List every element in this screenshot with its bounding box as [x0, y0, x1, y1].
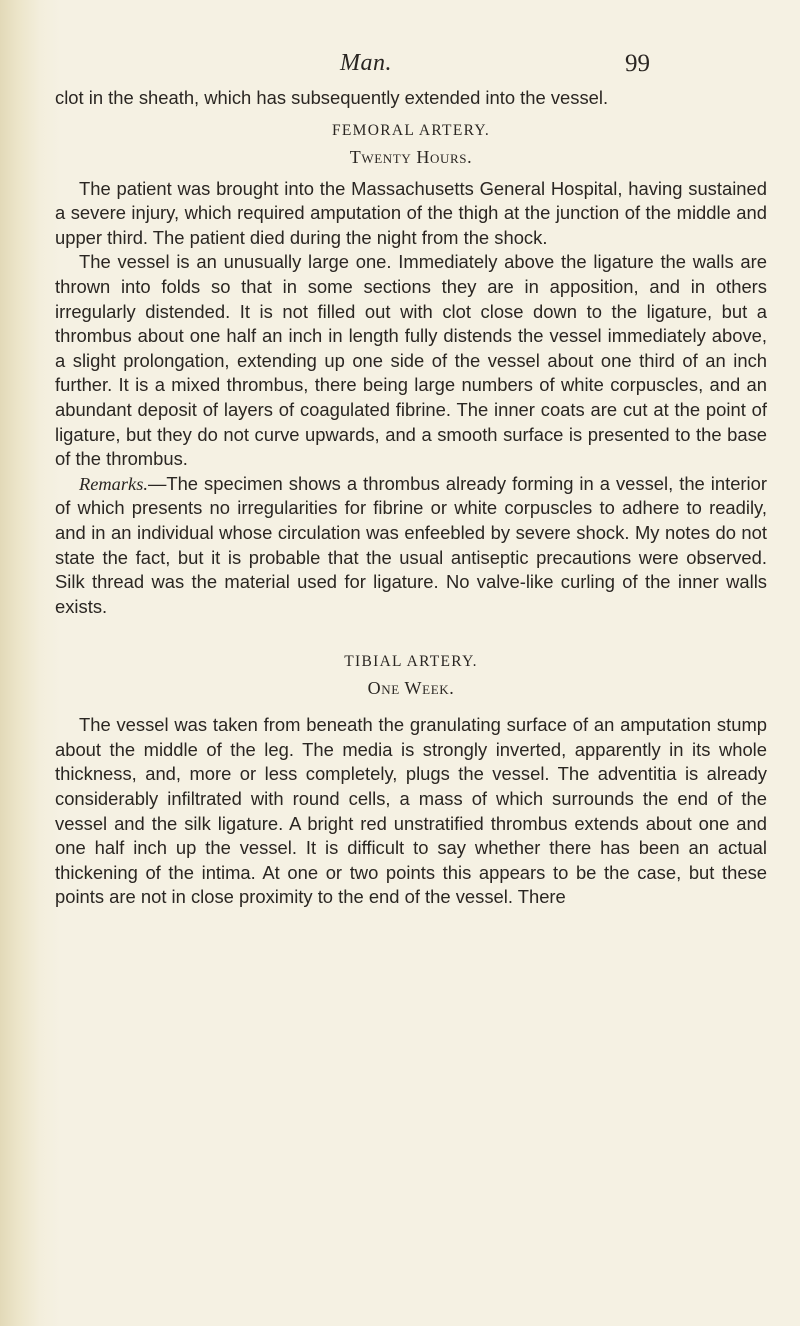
section-subheading-one-week: One Week.: [367, 678, 455, 699]
femoral-paragraph-2: The vessel is an unusually large one. Immediately above the ligature the walls are thrown into folds so that in some sections they are in apposition, and in others irregularly distended. It is not filled out with clot close down to the ligature, but a thrombus about one half an inch in length fully distends the vessel immediately above, a slight prolongation, extending up one side of the vessel about one third of an inch further. It is a mixed thrombus, there being large numbers of white corpuscles, and an abundant deposit of layers of coagulated fibrine. The inner coats are cut at the point of ligature, but they do not curve upwards, and a smooth surface is presented to the base of the thrombus.: [55, 251, 767, 470]
remarks-label: Remarks.: [79, 473, 148, 494]
section-heading-femoral-artery: FEMORAL ARTERY.: [331, 121, 491, 139]
page-number: 99: [625, 50, 650, 77]
page-header: [0, 50, 800, 80]
femoral-paragraph-1: The patient was brought into the Massachusetts General Hospital, having sustained a severe injury, which required amputation of the thigh at the junction of the middle and upper third. The patient died during the night from the shock.: [55, 177, 767, 248]
femoral-remarks-paragraph: [55, 472, 767, 620]
remarks-text: —The specimen shows a thrombus already forming in a vessel, the interior of which presents no irregularities for fibrine or white corpuscles to adhere to readily, and in an individual whose circulation was enfeebled by severe shock. My notes do not state the fact, but it is probable that the usual antiseptic precautions were observed. Silk thread was the material used for ligature. No valve-like curling of the inner walls exists.: [55, 472, 767, 617]
running-title: Man.: [340, 50, 392, 76]
tibial-paragraph-1: The vessel was taken from beneath the granulating surface of an amputation stump about the middle of the leg. The media is strongly inverted, apparently in its whole thickness, and, more or less completely, plugs the vessel. The adventitia is already considerably infiltrated with round cells, a mass of which surrounds the end of the vessel and the silk ligature. A bright red unstratified thrombus extends about one and one half inch up the vessel. It is difficult to say whether there has been an actual thickening of the intima. At one or two points this appears to be the case, but these points are not in close proximity to the end of the vessel. There: [55, 714, 767, 908]
page-body: [55, 86, 767, 910]
opening-paragraph: clot in the sheath, which has subsequently extended into the vessel.: [55, 87, 609, 108]
section-heading-tibial-artery: TIBIAL ARTERY.: [344, 653, 478, 671]
section-subheading-twenty-hours: Twenty Hours.: [349, 146, 473, 167]
